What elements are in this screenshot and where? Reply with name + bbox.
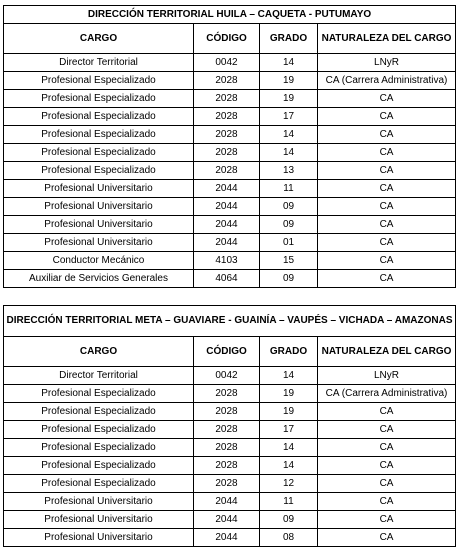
grado-cell: 17 xyxy=(260,108,318,126)
naturaleza-cell: CA xyxy=(318,234,456,252)
codigo-cell: 2028 xyxy=(194,72,260,90)
codigo-cell: 2028 xyxy=(194,403,260,421)
naturaleza-cell: LNyR xyxy=(318,54,456,72)
naturaleza-cell: CA (Carrera Administrativa) xyxy=(318,72,456,90)
grado-cell: 12 xyxy=(260,475,318,493)
grado-cell: 09 xyxy=(260,511,318,529)
grado-cell: 14 xyxy=(260,144,318,162)
cargo-cell: Profesional Especializado xyxy=(4,72,194,90)
cargo-cell: Profesional Universitario xyxy=(4,529,194,547)
codigo-cell: 0042 xyxy=(194,54,260,72)
cargo-cell: Director Territorial xyxy=(4,367,194,385)
table-row xyxy=(4,144,456,162)
table-row xyxy=(4,529,456,547)
grado-cell: 19 xyxy=(260,90,318,108)
codigo-cell: 2044 xyxy=(194,180,260,198)
grado-cell: 19 xyxy=(260,403,318,421)
codigo-cell: 2028 xyxy=(194,162,260,180)
codigo-cell: 2044 xyxy=(194,216,260,234)
naturaleza-cell: CA xyxy=(318,439,456,457)
codigo-cell: 2044 xyxy=(194,198,260,216)
column-header-grado: GRADO xyxy=(260,337,318,367)
grado-cell: 08 xyxy=(260,529,318,547)
cargo-cell: Profesional Especializado xyxy=(4,144,194,162)
grado-cell: 11 xyxy=(260,493,318,511)
table-row xyxy=(4,403,456,421)
grado-cell: 11 xyxy=(260,180,318,198)
codigo-cell: 4064 xyxy=(194,270,260,288)
cargo-cell: Profesional Universitario xyxy=(4,180,194,198)
codigo-cell: 2044 xyxy=(194,511,260,529)
codigo-cell: 2044 xyxy=(194,529,260,547)
positions-table-huila xyxy=(3,5,456,288)
cargo-cell: Profesional Especializado xyxy=(4,126,194,144)
naturaleza-cell: CA xyxy=(318,216,456,234)
cargo-cell: Director Territorial xyxy=(4,54,194,72)
cargo-cell: Profesional Especializado xyxy=(4,108,194,126)
grado-cell: 14 xyxy=(260,457,318,475)
table-row xyxy=(4,367,456,385)
grado-cell: 14 xyxy=(260,439,318,457)
column-header-grado: GRADO xyxy=(260,24,318,54)
table-row xyxy=(4,252,456,270)
codigo-cell: 0042 xyxy=(194,367,260,385)
grado-cell: 19 xyxy=(260,72,318,90)
table-title: DIRECCIÓN TERRITORIAL HUILA – CAQUETA - PUTUMAYO xyxy=(4,6,456,24)
cargo-cell: Auxiliar de Servicios Generales xyxy=(4,270,194,288)
table-row xyxy=(4,90,456,108)
table-row xyxy=(4,72,456,90)
codigo-cell: 2044 xyxy=(194,493,260,511)
table-row xyxy=(4,493,456,511)
table-row xyxy=(4,198,456,216)
naturaleza-cell: CA xyxy=(318,144,456,162)
naturaleza-cell: CA xyxy=(318,493,456,511)
table-row xyxy=(4,162,456,180)
naturaleza-cell: CA xyxy=(318,475,456,493)
codigo-cell: 4103 xyxy=(194,252,260,270)
table-row xyxy=(4,108,456,126)
table-row xyxy=(4,180,456,198)
naturaleza-cell: CA xyxy=(318,270,456,288)
grado-cell: 14 xyxy=(260,126,318,144)
table-row xyxy=(4,126,456,144)
codigo-cell: 2028 xyxy=(194,126,260,144)
cargo-cell: Profesional Especializado xyxy=(4,439,194,457)
codigo-cell: 2028 xyxy=(194,144,260,162)
grado-cell: 14 xyxy=(260,54,318,72)
cargo-cell: Conductor Mecánico xyxy=(4,252,194,270)
naturaleza-cell: CA xyxy=(318,90,456,108)
naturaleza-cell: LNyR xyxy=(318,367,456,385)
column-header-cargo: CARGO xyxy=(4,24,194,54)
cargo-cell: Profesional Especializado xyxy=(4,421,194,439)
table-row xyxy=(4,270,456,288)
grado-cell: 09 xyxy=(260,198,318,216)
grado-cell: 13 xyxy=(260,162,318,180)
column-header-codigo: CÓDIGO xyxy=(194,24,260,54)
column-header-codigo: CÓDIGO xyxy=(194,337,260,367)
naturaleza-cell: CA xyxy=(318,529,456,547)
table-row xyxy=(4,216,456,234)
codigo-cell: 2028 xyxy=(194,475,260,493)
grado-cell: 14 xyxy=(260,367,318,385)
table-row xyxy=(4,385,456,403)
grado-cell: 01 xyxy=(260,234,318,252)
naturaleza-cell: CA (Carrera Administrativa) xyxy=(318,385,456,403)
table-row xyxy=(4,439,456,457)
naturaleza-cell: CA xyxy=(318,198,456,216)
codigo-cell: 2044 xyxy=(194,234,260,252)
cargo-cell: Profesional Especializado xyxy=(4,457,194,475)
cargo-cell: Profesional Especializado xyxy=(4,403,194,421)
cargo-cell: Profesional Universitario xyxy=(4,511,194,529)
cargo-cell: Profesional Universitario xyxy=(4,216,194,234)
table-title: DIRECCIÓN TERRITORIAL META – GUAVIARE - GUAINÍA – VAUPÉS – VICHADA – AMAZONAS xyxy=(4,306,456,337)
grado-cell: 15 xyxy=(260,252,318,270)
codigo-cell: 2028 xyxy=(194,108,260,126)
grado-cell: 19 xyxy=(260,385,318,403)
naturaleza-cell: CA xyxy=(318,252,456,270)
grado-cell: 17 xyxy=(260,421,318,439)
table-row xyxy=(4,54,456,72)
grado-cell: 09 xyxy=(260,270,318,288)
cargo-cell: Profesional Universitario xyxy=(4,234,194,252)
codigo-cell: 2028 xyxy=(194,421,260,439)
naturaleza-cell: CA xyxy=(318,162,456,180)
codigo-cell: 2028 xyxy=(194,439,260,457)
table-row xyxy=(4,475,456,493)
codigo-cell: 2028 xyxy=(194,457,260,475)
naturaleza-cell: CA xyxy=(318,403,456,421)
column-header-naturaleza: NATURALEZA DEL CARGO xyxy=(318,337,456,367)
grado-cell: 09 xyxy=(260,216,318,234)
column-header-naturaleza: NATURALEZA DEL CARGO xyxy=(318,24,456,54)
naturaleza-cell: CA xyxy=(318,457,456,475)
codigo-cell: 2028 xyxy=(194,385,260,403)
naturaleza-cell: CA xyxy=(318,180,456,198)
table-row xyxy=(4,234,456,252)
column-header-cargo: CARGO xyxy=(4,337,194,367)
table-body xyxy=(4,54,456,288)
cargo-cell: Profesional Especializado xyxy=(4,385,194,403)
naturaleza-cell: CA xyxy=(318,511,456,529)
cargo-cell: Profesional Especializado xyxy=(4,475,194,493)
table-row xyxy=(4,511,456,529)
codigo-cell: 2028 xyxy=(194,90,260,108)
table-row xyxy=(4,457,456,475)
cargo-cell: Profesional Universitario xyxy=(4,493,194,511)
cargo-cell: Profesional Especializado xyxy=(4,90,194,108)
table-row xyxy=(4,421,456,439)
naturaleza-cell: CA xyxy=(318,421,456,439)
cargo-cell: Profesional Universitario xyxy=(4,198,194,216)
positions-table-meta xyxy=(3,305,456,547)
naturaleza-cell: CA xyxy=(318,108,456,126)
naturaleza-cell: CA xyxy=(318,126,456,144)
cargo-cell: Profesional Especializado xyxy=(4,162,194,180)
table-body xyxy=(4,367,456,547)
